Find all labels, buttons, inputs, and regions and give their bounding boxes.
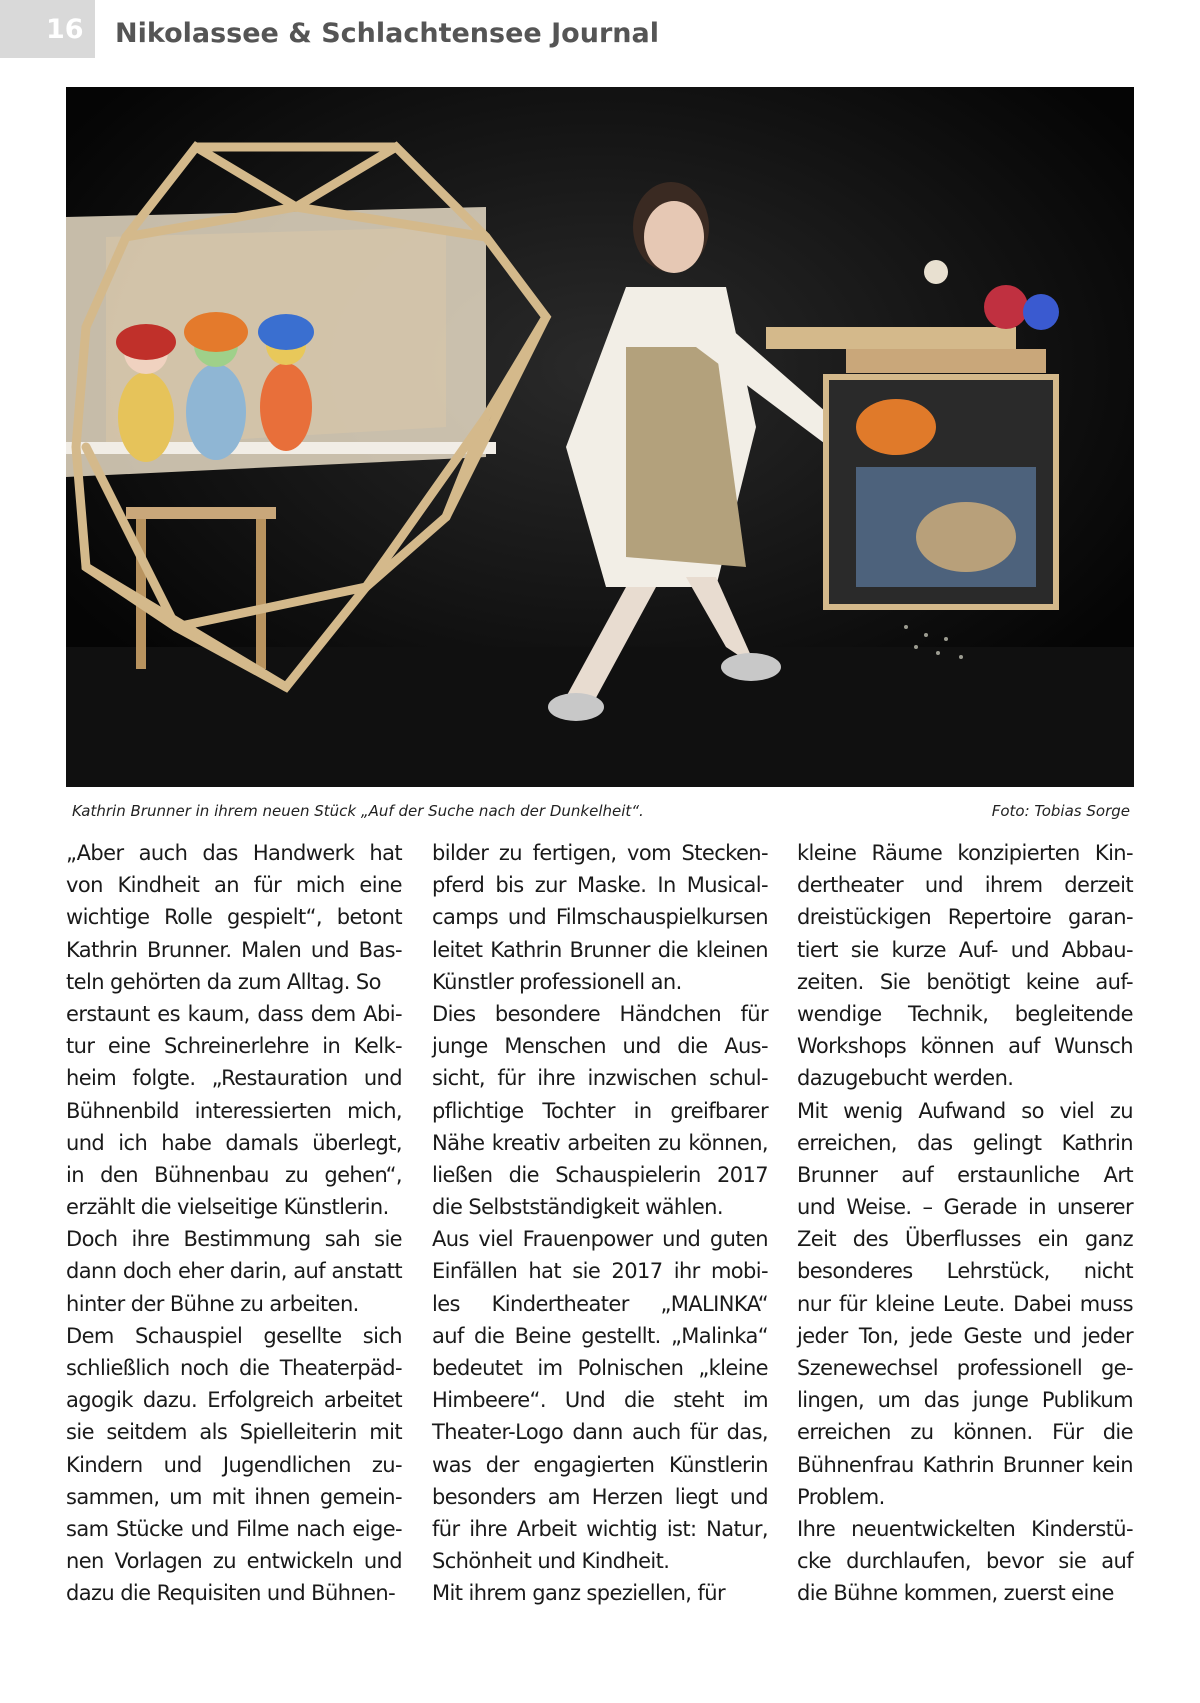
text-line: Szenewechsel professionell ge- — [797, 1356, 1133, 1380]
text-line: und Weise. – Gerade in unserer — [797, 1195, 1133, 1220]
text-line: die Bühne kommen, zuerst eine — [797, 1581, 1114, 1606]
text-line: in den Bühnenbau zu gehen“, — [66, 1162, 402, 1187]
text-line: wichtige Rolle gespielt“, betont — [66, 905, 402, 930]
text-line: Theater-Logo dann auch für das, — [432, 1420, 768, 1445]
text-line: Doch ihre Bestimmung sah sie — [66, 1227, 402, 1252]
text-line: Nähe kreativ arbeiten zu können, — [432, 1130, 768, 1155]
text-line: nen Vorlagen zu entwickeln und — [66, 1549, 402, 1574]
text-line: Aus viel Frauenpower und guten — [432, 1227, 768, 1252]
text-line: auf die Beine gestellt. „Malinka“ — [432, 1323, 768, 1348]
text-line: dazu die Requisiten und Bühnen- — [66, 1581, 396, 1606]
text-line: teln gehörten da zum Alltag. So — [66, 969, 381, 994]
text-line: tiert sie kurze Auf- und Abbau- — [797, 937, 1133, 962]
text-line: dertheater und ihrem derzeit — [797, 873, 1133, 898]
text-line: Mit wenig Aufwand so viel zu — [797, 1098, 1133, 1123]
text-line: „Aber auch das Handwerk hat — [66, 841, 402, 865]
text-line: Zeit des Überflusses ein ganz — [797, 1227, 1133, 1252]
text-line: kleine Räume konzipierten Kin- — [797, 841, 1133, 865]
text-line: was der engagierten Künstlerin — [432, 1452, 768, 1477]
page-number: 16 — [46, 14, 84, 45]
text-line: dreistückigen Repertoire garan- — [797, 905, 1133, 930]
text-column-3 — [797, 837, 1133, 1610]
text-line: camps und Filmschauspielkursen — [432, 905, 768, 930]
text-line: Dem Schauspiel gesellte sich — [66, 1323, 402, 1348]
text-line: Mit ihrem ganz speziellen, für — [432, 1581, 725, 1606]
text-line: dann doch eher darin, auf anstatt — [66, 1259, 402, 1284]
text-line: nur für kleine Leute. Dabei muss — [797, 1291, 1133, 1316]
text-line: Bühnenbild interessierten mich, — [66, 1098, 402, 1123]
text-line: besonderes Lehrstück, nicht — [797, 1259, 1133, 1284]
text-line: cke durchlaufen, bevor sie auf — [797, 1549, 1133, 1574]
stage-photo-illustration — [66, 87, 1134, 787]
text-line: wendige Technik, begleitende — [797, 1001, 1133, 1026]
text-line: Brunner auf erstaunliche Art — [797, 1162, 1133, 1187]
text-line: Künstler professionell an. — [432, 969, 682, 994]
photo-credit: Foto: Tobias Sorge — [991, 802, 1130, 820]
text-line: erzählt die vielseitige Künstlerin. — [66, 1195, 389, 1220]
text-line: Kathrin Brunner. Malen und Bas- — [66, 937, 402, 962]
text-line: erreichen zu können. Für die — [797, 1420, 1133, 1445]
text-column-2 — [432, 837, 768, 1610]
text-line: Problem. — [797, 1484, 885, 1509]
text-line: pferd bis zur Maske. In Musical- — [432, 873, 768, 898]
text-line: hinter der Bühne zu arbeiten. — [66, 1291, 359, 1316]
text-line: ließen die Schauspielerin 2017 — [432, 1162, 768, 1187]
text-line: schließlich noch die Theaterpäd- — [66, 1356, 402, 1380]
text-line: pflichtige Tochter in greifbarer — [432, 1098, 768, 1123]
text-line: Einfällen hat sie 2017 ihr mobi- — [432, 1259, 768, 1284]
text-line: les Kindertheater „MALINKA“ — [432, 1291, 768, 1316]
text-line: tur eine Schreinerlehre in Kelk- — [66, 1034, 402, 1059]
text-line: von Kindheit an für mich eine — [66, 873, 402, 898]
text-line: Bühnenfrau Kathrin Brunner kein — [797, 1452, 1133, 1477]
text-line: sammen, um mit ihnen gemein- — [66, 1484, 402, 1509]
text-line: für ihre Arbeit wichtig ist: Natur, — [432, 1516, 768, 1541]
text-line: sie seitdem als Spielleiterin mit — [66, 1420, 402, 1445]
text-line: jeder Ton, jede Geste und jeder — [797, 1323, 1133, 1348]
text-line: erstaunt es kaum, dass dem Abi- — [66, 1001, 402, 1026]
photo-caption: Kathrin Brunner in ihrem neuen Stück „Auf der Suche nach der Dunkelheit“. — [72, 802, 644, 820]
text-line: Workshops können auf Wunsch — [797, 1034, 1133, 1059]
text-line: leitet Kathrin Brunner die kleinen — [432, 937, 768, 962]
text-line: zeiten. Sie benötigt keine auf- — [797, 969, 1133, 994]
journal-title: Nikolassee & Schlachtensee Journal — [115, 18, 659, 49]
text-line: und ich habe damals überlegt, — [66, 1130, 402, 1155]
stage-photo — [66, 87, 1134, 787]
text-line: Schönheit und Kindheit. — [432, 1549, 670, 1574]
text-line: dazugebucht werden. — [797, 1066, 1014, 1091]
text-line: bedeutet im Polnischen „kleine — [432, 1356, 768, 1380]
text-line: Dies besondere Händchen für — [432, 1001, 768, 1026]
text-line: lingen, um das junge Publikum — [797, 1388, 1133, 1413]
text-line: Himbeere“. Und die steht im — [432, 1388, 768, 1413]
text-line: Ihre neuentwickelten Kinderstü- — [797, 1516, 1133, 1541]
text-line: sicht, für ihre inzwischen schul- — [432, 1066, 768, 1091]
text-line: Kindern und Jugendlichen zu- — [66, 1452, 402, 1477]
text-line: agogik dazu. Erfolgreich arbeitet — [66, 1388, 402, 1413]
text-line: junge Menschen und die Aus- — [432, 1034, 768, 1059]
text-line: erreichen, das gelingt Kathrin — [797, 1130, 1133, 1155]
text-line: besonders am Herzen liegt und — [432, 1484, 768, 1509]
text-column-1 — [66, 837, 402, 1610]
text-line: heim folgte. „Restauration und — [66, 1066, 402, 1091]
text-line: sam Stücke und Filme nach eige- — [66, 1516, 402, 1541]
text-line: die Selbstständigkeit wählen. — [432, 1195, 723, 1220]
text-line: bilder zu fertigen, vom Stecken- — [432, 841, 768, 865]
